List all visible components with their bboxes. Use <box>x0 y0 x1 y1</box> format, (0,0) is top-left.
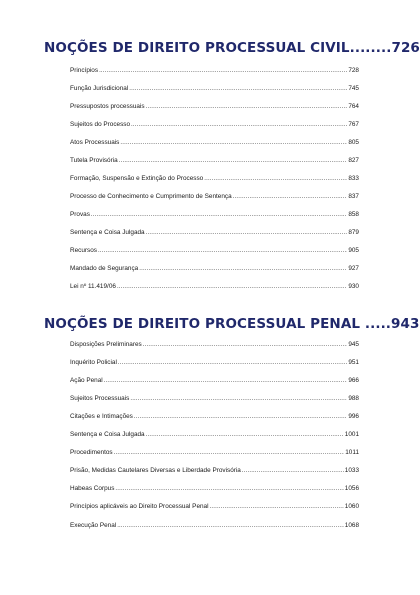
dot-leader <box>129 86 347 92</box>
dot-leader <box>120 140 347 146</box>
toc-entry-label: Ação Penal <box>70 377 103 384</box>
dot-leader <box>91 212 347 218</box>
toc-entry-page: 745 <box>348 85 359 92</box>
toc-entry[interactable] <box>70 522 359 534</box>
toc-entry-page: 805 <box>348 139 359 146</box>
toc-entry-label: Princípios <box>70 67 99 74</box>
toc-entry-label: Disposições Preliminares <box>70 341 142 348</box>
dot-leader <box>118 360 347 366</box>
section-title: NOÇÕES DE DIREITO PROCESSUAL PENAL .....943 <box>44 316 420 332</box>
toc-entry-page: 1056 <box>344 485 359 492</box>
dot-leader <box>146 104 348 110</box>
dot-leader <box>242 468 344 474</box>
toc-entry-label: Processo de Conhecimento e Cumprimento de Sentença <box>70 193 232 200</box>
toc-entry-label: Lei nº 11.419/06 <box>70 283 116 290</box>
toc-entry-page: 966 <box>348 377 359 384</box>
toc-entry[interactable] <box>70 265 359 277</box>
toc-entry-page: 905 <box>348 247 359 254</box>
toc-entry[interactable] <box>70 413 359 425</box>
dot-leader <box>210 504 344 510</box>
toc-entry-page: 1001 <box>344 431 359 438</box>
toc-entry-page: 728 <box>348 67 359 74</box>
toc-entry[interactable] <box>70 85 359 97</box>
toc-entry-label: Mandado de Segurança <box>70 265 139 272</box>
toc-entry-label: Sujeitos do Processo <box>70 121 131 128</box>
toc-entry-label: Sentença e Coisa Julgada <box>70 229 145 236</box>
toc-entry-label: Formação, Suspensão e Extinção do Processo <box>70 175 204 182</box>
dot-leader <box>130 396 347 402</box>
dot-leader <box>115 486 343 492</box>
toc-entry[interactable] <box>70 247 359 259</box>
toc-entry-page: 988 <box>348 395 359 402</box>
toc-entry[interactable] <box>70 359 359 371</box>
toc-entry-page: 945 <box>348 341 359 348</box>
toc-entry-label: Pressupostos processuais <box>70 103 145 110</box>
toc-entry-page: 1060 <box>344 503 359 510</box>
toc-entry-page: 927 <box>348 265 359 272</box>
dot-leader <box>98 248 347 254</box>
toc-entry-page: 833 <box>348 175 359 182</box>
toc-entry-label: Função Jurisdicional <box>70 85 129 92</box>
toc-entry-label: Tutela Provisória <box>70 157 118 164</box>
dot-leader <box>233 194 348 200</box>
dot-leader <box>204 176 347 182</box>
dot-leader <box>131 122 347 128</box>
toc-entry-label: Atos Processuais <box>70 139 120 146</box>
toc-entry-label: Execução Penal <box>70 522 117 529</box>
toc-entry-page: 837 <box>348 193 359 200</box>
toc-entry-page: 1033 <box>344 467 359 474</box>
toc-entry[interactable] <box>70 121 359 133</box>
toc-entry[interactable] <box>70 449 359 461</box>
toc-entry[interactable] <box>70 395 359 407</box>
dot-leader <box>104 378 348 384</box>
dot-leader <box>114 450 345 456</box>
toc-entry-page: 767 <box>348 121 359 128</box>
toc-entry[interactable] <box>70 157 359 169</box>
dot-leader <box>119 158 348 164</box>
toc-entry-label: Inquérito Policial <box>70 359 117 366</box>
dot-leader <box>134 414 347 420</box>
section-title: NOÇÕES DE DIREITO PROCESSUAL CIVIL........726 <box>44 40 420 56</box>
toc-entry-label: Citações e Intimações <box>70 413 133 420</box>
toc-entry[interactable] <box>70 467 359 479</box>
dot-leader <box>139 266 347 272</box>
toc-entry[interactable] <box>70 229 359 241</box>
toc-entry-page: 930 <box>348 283 359 290</box>
dot-leader <box>143 342 348 348</box>
toc-entry-label: Princípios aplicáveis ao Direito Processual Penal <box>70 503 209 510</box>
dot-leader <box>146 432 344 438</box>
toc-entry-page: 764 <box>348 103 359 110</box>
toc-entry[interactable] <box>70 175 359 187</box>
toc-entry[interactable] <box>70 377 359 389</box>
toc-entry-page: 1068 <box>344 522 359 529</box>
toc-entry[interactable] <box>70 103 359 115</box>
toc-entry[interactable] <box>70 503 359 515</box>
dot-leader <box>99 68 347 74</box>
toc-entry[interactable] <box>70 211 359 223</box>
toc-entry-page: 858 <box>348 211 359 218</box>
toc-entry[interactable] <box>70 341 359 353</box>
toc-entry-page: 951 <box>348 359 359 366</box>
toc-entry-label: Recursos <box>70 247 97 254</box>
toc-entry-label: Procedimentos <box>70 449 113 456</box>
dot-leader <box>117 523 344 529</box>
dot-leader <box>117 284 347 290</box>
toc-entry-label: Habeas Corpus <box>70 485 115 492</box>
dot-leader <box>146 230 348 236</box>
toc-entry[interactable] <box>70 283 359 295</box>
toc-entry[interactable] <box>70 485 359 497</box>
toc-entry[interactable] <box>70 67 359 79</box>
toc-entry-page: 827 <box>348 157 359 164</box>
toc-entry-label: Sujeitos Processuais <box>70 395 130 402</box>
toc-entry-label: Sentença e Coisa Julgada <box>70 431 145 438</box>
toc-entry-page: 1011 <box>345 449 359 456</box>
toc-entry[interactable] <box>70 431 359 443</box>
toc-entry-label: Provas <box>70 211 90 218</box>
toc-entry[interactable] <box>70 193 359 205</box>
toc-entry[interactable] <box>70 139 359 151</box>
toc-entry-label: Prisão, Medidas Cautelares Diversas e Liberdade Provisória <box>70 467 241 474</box>
toc-entry-page: 879 <box>348 229 359 236</box>
toc-entry-page: 996 <box>348 413 359 420</box>
